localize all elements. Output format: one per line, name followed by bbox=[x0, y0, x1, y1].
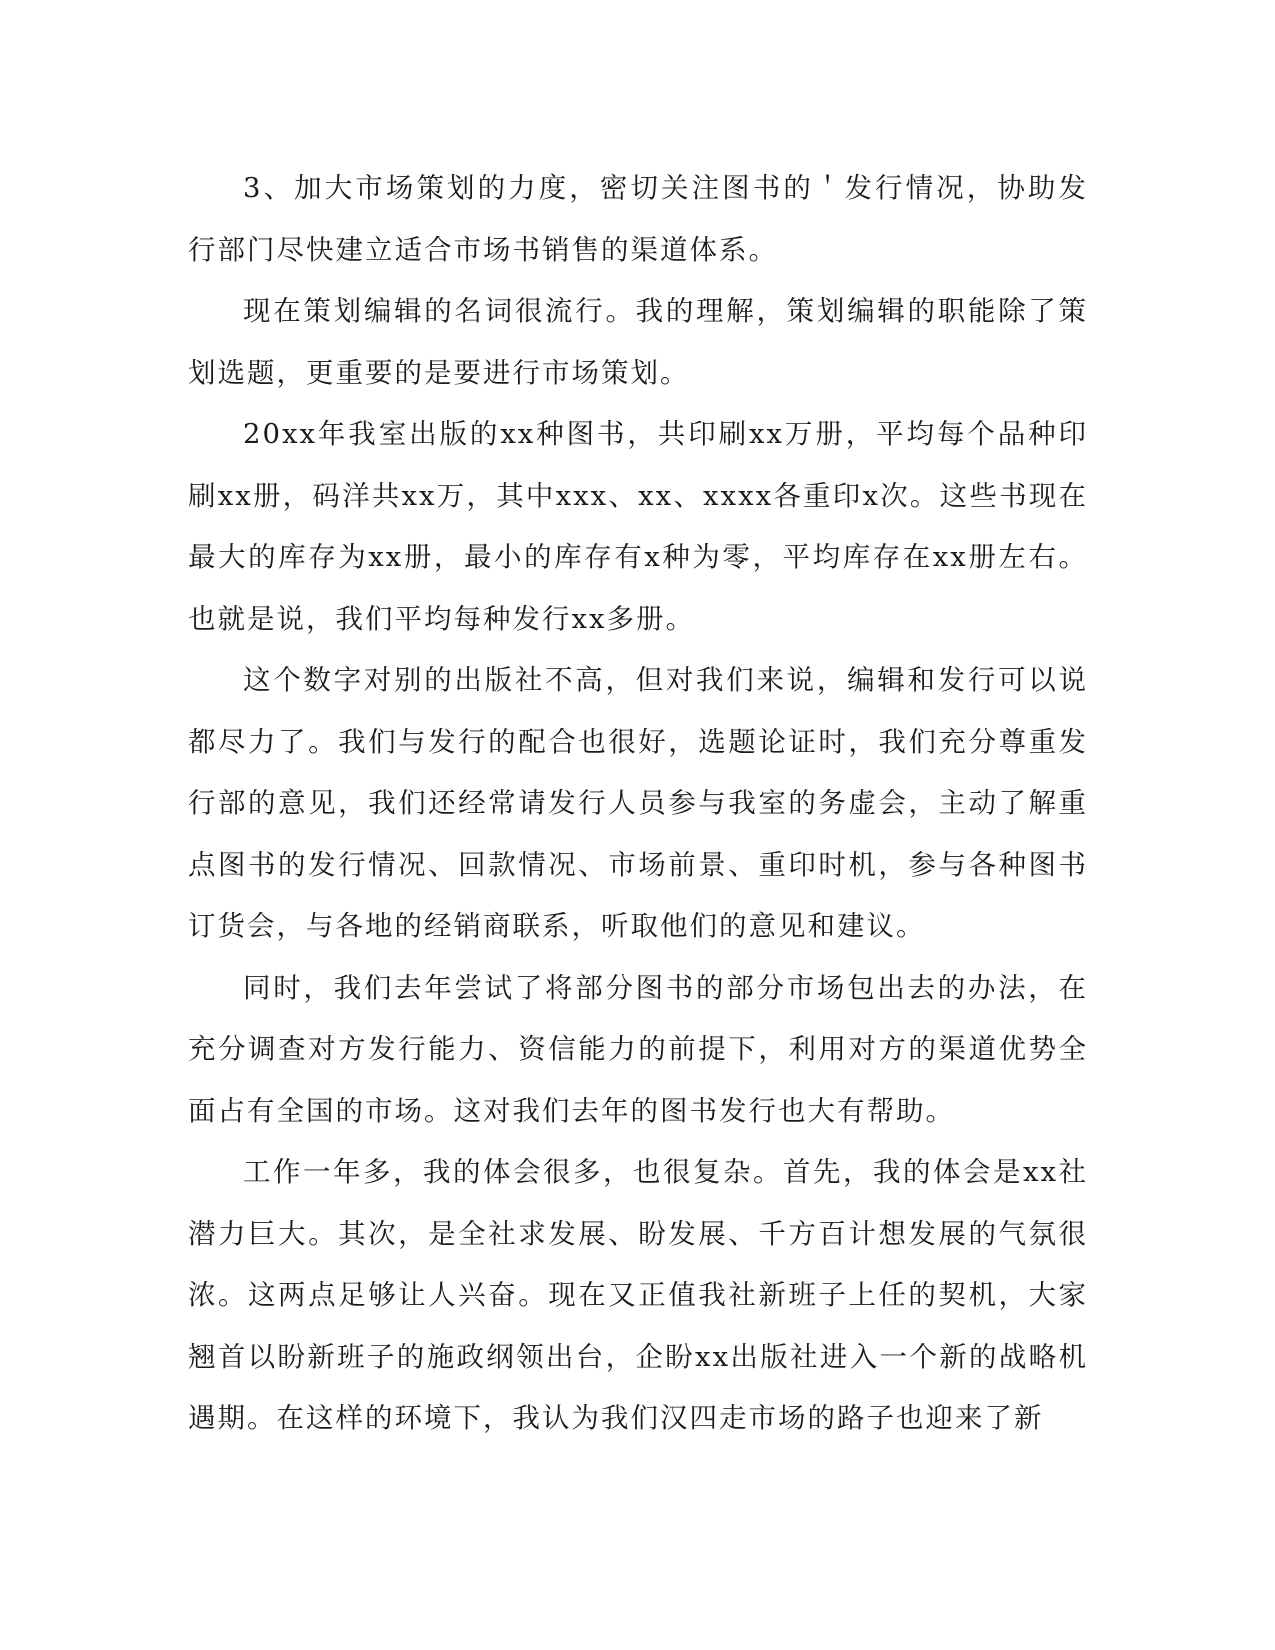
paragraph-6: 工作一年多，我的体会很多，也很复杂。首先，我的体会是xx社潜力巨大。其次，是全社求发展、盼发展、千方百计想发展的气氛很浓。这两点足够让人兴奋。现在又正值我社新班子上任的契机，大家翘首以盼新班子的施政纲领出台，企盼xx出版社进入一个新的战略机遇期。在这样的环境下，我认为我们汉四走市场的路子也迎来了新 bbox=[188, 1156, 1088, 1434]
paragraph-4: 这个数字对别的出版社不高，但对我们来说，编辑和发行可以说都尽力了。我们与发行的配合也很好，选题论证时，我们充分尊重发行部的意见，我们还经常请发行人员参与我室的务虚会，主动了解重点图书的发行情况、回款情况、市场前景、重印时机，参与各种图书订货会，与各地的经销商联系，听取他们的意见和建议。 bbox=[188, 664, 1088, 942]
paragraph-3: 20xx年我室出版的xx种图书，共印刷xx万册，平均每个品种印刷xx册，码洋共xx万，其中xxx、xx、xxxx各重印x次。这些书现在最大的库存为xx册，最小的库存有x种为零，平均库存在xx册左右。也就是说，我们平均每种发行xx多册。 bbox=[188, 418, 1088, 635]
paragraph-2: 现在策划编辑的名词很流行。我的理解，策划编辑的职能除了策划选题，更重要的是要进行市场策划。 bbox=[188, 295, 1088, 389]
paragraph-5: 同时，我们去年尝试了将部分图书的部分市场包出去的办法，在充分调查对方发行能力、资信能力的前提下，利用对方的渠道优势全面占有全国的市场。这对我们去年的图书发行也大有帮助。 bbox=[188, 971, 1088, 1127]
paragraph-1: 3、加大市场策划的力度，密切关注图书的＇发行情况，协助发行部门尽快建立适合市场书销售的渠道体系。 bbox=[188, 172, 1088, 266]
document-body bbox=[188, 158, 1088, 1450]
